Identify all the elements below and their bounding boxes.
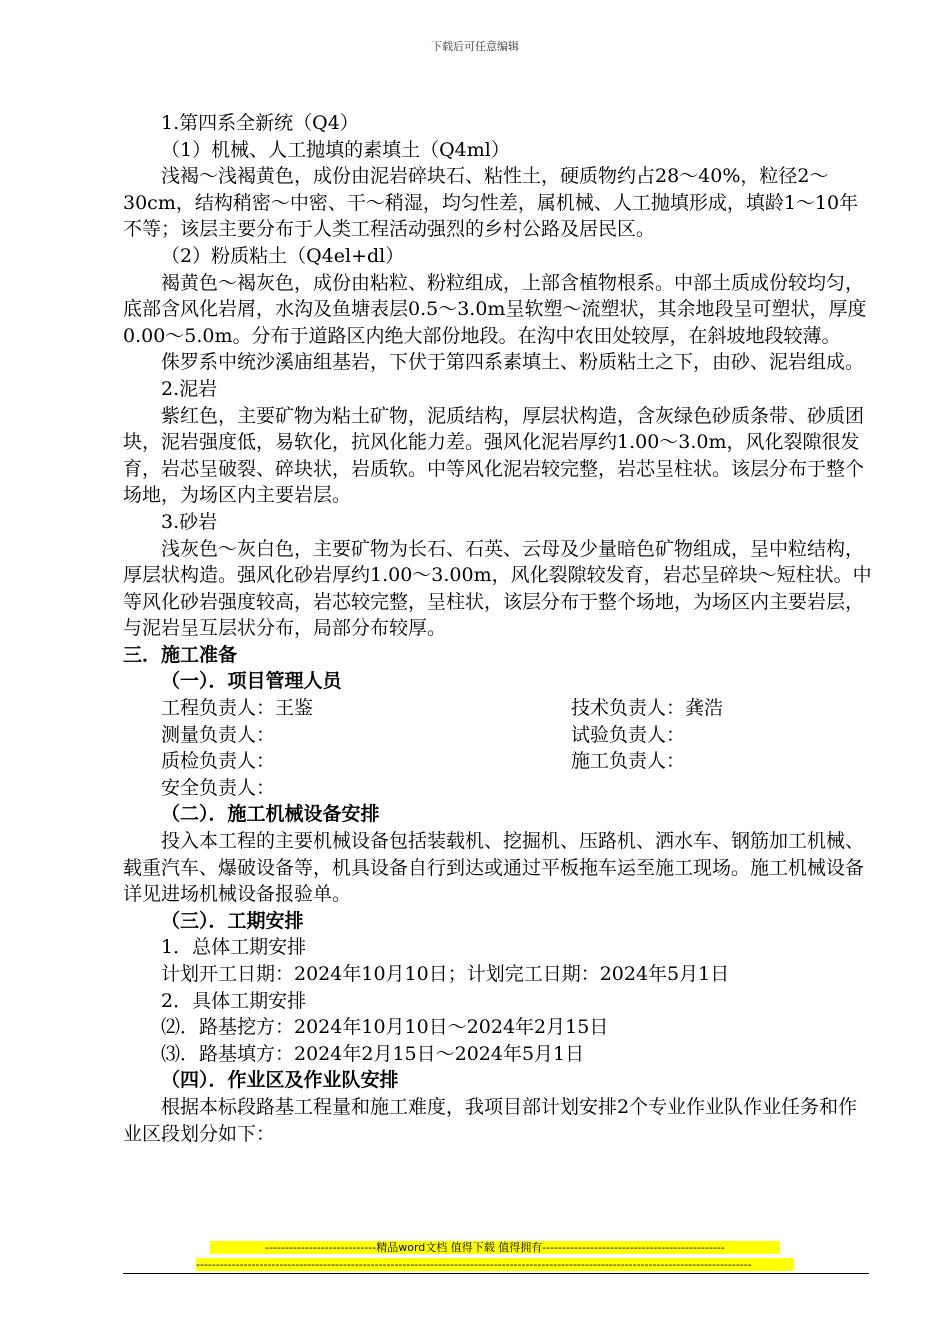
paragraph: 计划开工日期：2024年10月10日；计划完工日期：2024年5月1日 (161, 963, 730, 985)
staff-right: 技术负责人：龚浩 (571, 697, 724, 720)
footer-rule (123, 1273, 869, 1274)
paragraph: 1.第四系全新统（Q4） (161, 112, 359, 134)
staff-row (123, 722, 873, 749)
paragraph: （1）机械、人工抛填的素填土（Q4ml） (161, 138, 510, 161)
paragraph: 2．具体工期安排 (161, 989, 307, 1012)
paragraph: 1．总体工期安排 (161, 936, 307, 959)
paragraph: 紫红色，主要矿物为粘土矿物，泥质结构，厚层状构造，含灰绿色砂质条带、砂质团块，泥岩强度低，易软化，抗风化能力差。强风化泥岩厚约1.00～3.0m，风化裂隙很发育，岩芯呈破裂、碎块状，岩质软。中等风化泥岩较完整，岩芯呈柱状。该层分布于整个场地，为场区内主要岩层。 (123, 404, 865, 507)
section-heading: （一）．项目管理人员 (161, 670, 342, 693)
paragraph: 浅褐～浅褐黄色，成份由泥岩碎块石、粘性土，硬质物约占28～40%，粒径2～30cm，结构稍密～中密、干～稍湿，均匀性差，属机械、人工抛填形成，填龄1～10年不等；该层主要分布于人类工程活动强烈的乡村公路及居民区。 (123, 165, 859, 241)
section-heading: （二）．施工机械设备安排 (161, 803, 380, 826)
section-heading: （三）．工期安排 (161, 909, 304, 932)
paragraph: ⑵．路基挖方：2024年10月10日～2024年2月15日 (161, 1016, 609, 1039)
page-header: 下载后可任意编辑 (431, 40, 519, 53)
paragraph: （2）粉质粘土（Q4el+dl） (161, 244, 405, 267)
staff-left: 测量负责人： (161, 723, 276, 746)
paragraph-group-2 (123, 801, 873, 1147)
staff-row (123, 748, 873, 775)
staff-left: 质检负责人： (161, 750, 276, 773)
paragraph: ⑶．路基填方：2024年2月15日～2024年5月1日 (161, 1042, 585, 1065)
document-body (123, 110, 873, 1147)
staff-list (123, 695, 873, 801)
paragraph: 投入本工程的主要机械设备包括装载机、挖掘机、压路机、洒水车、钢筋加工机械、载重汽车、爆破设备等，机具设备自行到达或通过平板拖车运至施工现场。施工机械设备详见进场机械设备报验单。 (123, 830, 865, 906)
paragraph: 3.砂岩 (161, 510, 218, 533)
staff-row (123, 775, 873, 802)
footer-banner: ----------------------------精品word文档 值得下载 值得拥有---------------------------------------------- (210, 1241, 780, 1254)
section-heading: （四）．作业区及作业队安排 (161, 1069, 399, 1092)
staff-left: 安全负责人： (161, 776, 276, 799)
staff-left: 工程负责人：王鉴 (161, 697, 314, 720)
staff-right: 施工负责人： (571, 750, 686, 773)
paragraph: 浅灰色～灰白色，主要矿物为长石、石英、云母及少量暗色矿物组成，呈中粒结构，厚层状构造。强风化砂岩厚约1.00～3.00m，风化裂隙较发育，岩芯呈碎块～短柱状。中等风化砂岩强度较高，岩芯较完整，呈柱状，该层分布于整个场地，为场区内主要岩层，与泥岩呈互层状分布，局部分布较厚。 (123, 537, 872, 640)
section-heading: 三．施工准备 (123, 643, 238, 666)
staff-row (123, 695, 873, 722)
paragraph-group-1 (123, 110, 873, 695)
staff-right: 试验负责人： (571, 723, 686, 746)
paragraph: 褐黄色～褐灰色，成份由粘粒、粉粒组成，上部含植物根系。中部土质成份较均匀，底部含风化岩屑，水沟及鱼塘表层0.5～3.0m呈软塑～流塑状，其余地段呈可塑状，厚度0.00～5.0m。分布于道路区内绝大部份地段。在沟中农田处较厚，在斜坡地段较薄。 (123, 271, 867, 347)
footer-dashes: -------------------------------------------------------------------------------------------------------------------------------------------- (196, 1258, 794, 1271)
paragraph: 侏罗系中统沙溪庙组基岩，下伏于第四系素填土、粉质粘土之下，由砂、泥岩组成。 (161, 351, 865, 374)
paragraph: 根据本标段路基工程量和施工难度，我项目部计划安排2个专业作业队作业任务和作业区段划分如下： (123, 1095, 858, 1145)
paragraph: 2.泥岩 (161, 377, 218, 400)
